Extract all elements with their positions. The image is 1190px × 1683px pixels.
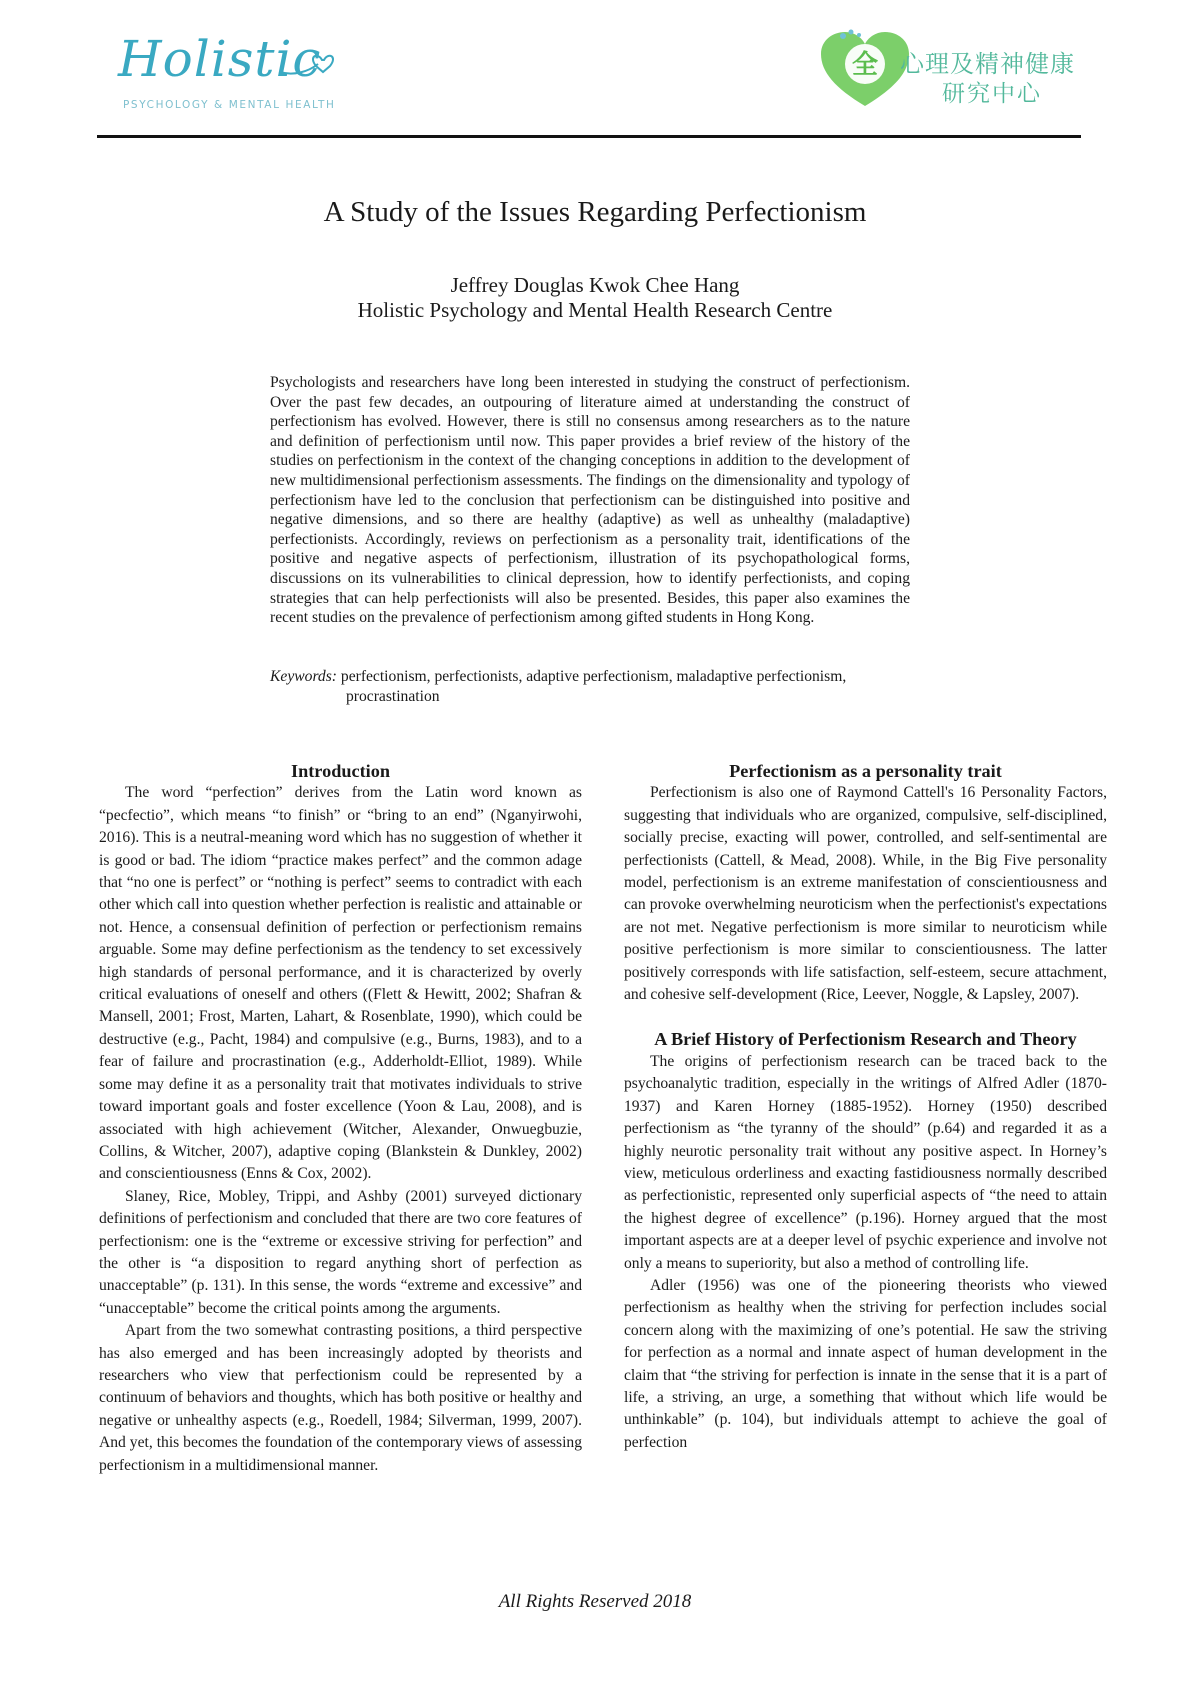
paragraph: Adler (1956) was one of the pioneering theorists who viewed perfectionism as healthy when the striving for perfection includes social concern along with the maximizing of one’s potential. He saw the striving for perfection as a normal and innate aspect of human development in the claim that “the striving for perfection is innate in the sense that it is a part of life, a striving, an urge, a something that without which life would be unthinkable” (p. 104), but individuals attempt to achieve the goal of perfection	[624, 1276, 1107, 1451]
paragraph: Apart from the two somewhat contrasting positions, a third perspective has also emerged and has been increasingly adopted by theorists and researchers who view that perfectionism could be represented by a continuum of behaviors and thoughts, which has both positive or healthy and negative or unhealthy aspects (e.g., Roedell, 1984; Silverman, 1999, 2007). And yet, this becomes the foundation of the contemporary views of assessing perfectionism in a multidimensional manner.	[99, 1322, 582, 1474]
header-divider	[97, 135, 1081, 138]
keywords-text: perfectionism, perfectionists, adaptive perfectionism, maladaptive perfectionism, procrastination	[340, 668, 847, 705]
centre-name-line2: 研究中心	[942, 81, 1042, 107]
emblem-char: 全	[851, 50, 879, 80]
keywords	[270, 667, 910, 707]
heart-icon	[278, 42, 338, 82]
section-heading-introduction: Introduction	[290, 761, 391, 781]
footer-copyright: All Rights Reserved 2018	[498, 1591, 692, 1612]
research-centre-logo	[815, 26, 1085, 110]
right-column	[624, 760, 1107, 1454]
abstract: Psychologists and researchers have long been interested in studying the construct of perfectionism. Over the past few decades, an outpouring of literature aimed at understanding the construct of perfectionism has evolved. However, there is still no consensus among researchers as to the nature and definition of perfectionism until now. This paper provides a brief review of the history of the studies on perfectionism in the context of the changing conceptions in addition to the development of new multidimensional perfectionism assessments. The findings on the dimensionality and typology of perfectionism have led to the conclusion that perfectionism can be distinguished into positive and negative dimensions, and so there are healthy (adaptive) as well as unhealthy (maladaptive) perfectionists. Accordingly, reviews on perfectionism as a personality trait, identifications of the positive and negative aspects of perfectionism, illustration of its psychopathological forms, discussions on its vulnerabilities to clinical depression, how to identify perfectionists, and coping strategies that can help perfectionists will also be presented. Besides, this paper also examines the recent studies on the prevalence of perfectionism among gifted students in Hong Kong.	[270, 374, 910, 627]
paper-title: A Study of the Issues Regarding Perfectionism	[323, 196, 867, 228]
paragraph: The word “perfection” derives from the Latin word known as “pecfectio”, which means “to finish” or “bring to an end” (Nganyirwohi, 2016). This is a neutral-meaning word which has no suggestion of whether it is good or bad. The idiom “practice makes perfect” and the common adage that “no one is perfect” or “nothing is perfect” seems to contradict with each other which call into question whether perfection is realistic and attainable or not. Hence, a consensual definition of perfection or perfectionism remains arguable. Some may define perfectionism as the tendency to set excessively high standards of personal performance, and it is characterized by overly critical evaluations of oneself and others ((Flett & Hewitt, 2002; Shafran & Mansell, 2001; Frost, Marten, Lahart, & Rosenblate, 1990), which could be destructive (e.g., Pacht, 1984) and compulsive (e.g., Burns, 1983), and to a fear of failure and procrastination (e.g., Adderholdt-Elliot, 1989). While some may define it as a personality trait that motivates individuals to strive toward important goals and foster excellence (Yoon & Lau, 2008), and is associated with high achievement (Witcher, Alexander, Onwuegbuzie, Collins, & Witcher, 2007), adaptive coping (Blankstein & Dunkley, 2002) and conscientiousness (Enns & Cox, 2002).	[99, 784, 582, 1183]
left-column	[99, 760, 582, 1477]
logo-script-text: Holistic	[118, 30, 322, 88]
logo-tagline: PSYCHOLOGY & MENTAL HEALTH	[123, 99, 336, 111]
author-name: Jeffrey Douglas Kwok Chee Hang	[450, 273, 740, 297]
section-heading-personality-trait: Perfectionism as a personality trait	[729, 761, 1002, 781]
page-header	[0, 0, 1190, 140]
paragraph: Slaney, Rice, Mobley, Trippi, and Ashby (2001) surveyed dictionary definitions of perfectionism and concluded that there are two core features of perfectionism: one is the “extreme or excessive striving for perfection” and the other is “a disposition to regard anything short of perfection as unacceptable” (p. 131). In this sense, the words “extreme and excessive” and “unacceptable” become the critical points among the arguments.	[99, 1187, 582, 1317]
paragraph: The origins of perfectionism research can be traced back to the psychoanalytic tradition, especially in the writings of Alfred Adler (1870-1937) and Karen Horney (1885-1952). Horney (1950) described perfectionism as “the tyranny of the should” (p.64) and regarded it as a highly neurotic personality trait without any positive aspect. In Horney’s view, meticulous orderliness and exacting fastidiousness normally described as perfectionistic, represented only superficial aspects of “the need to attain the highest degree of excellence” (p.196). Horney argued that the most important aspects are at a deeper level of psychic experience and involve not only a means to superiority, but also a method of controlling life.	[624, 1052, 1107, 1272]
holistic-logo	[118, 30, 348, 120]
author-affiliation: Holistic Psychology and Mental Health Research Centre	[357, 298, 833, 322]
section-heading-history: A Brief History of Perfectionism Research and Theory	[654, 1029, 1077, 1050]
paragraph: Perfectionism is also one of Raymond Cattell's 16 Personality Factors, suggesting that individuals who are organized, compulsive, self-disciplined, socially precise, exacting will power, controlled, and self-sentimental are perfectionists (Cattell, & Mead, 2008). While, in the Big Five personality model, perfectionism is an extreme manifestation of conscientiousness and can provoke overwhelming neuroticism when the perfectionist's expectations are not met. Negative perfectionism is more similar to neuroticism while positive perfectionism is more similar to conscientiousness. The latter positively corresponds with life satisfaction, self-esteem, secure attachment, and cohesive self-development (Rice, Leever, Noggle, & Lapsley, 2007).	[624, 784, 1107, 1004]
keywords-label: Keywords:	[270, 668, 337, 685]
centre-name-line1: 心理及精神健康	[900, 50, 1075, 78]
